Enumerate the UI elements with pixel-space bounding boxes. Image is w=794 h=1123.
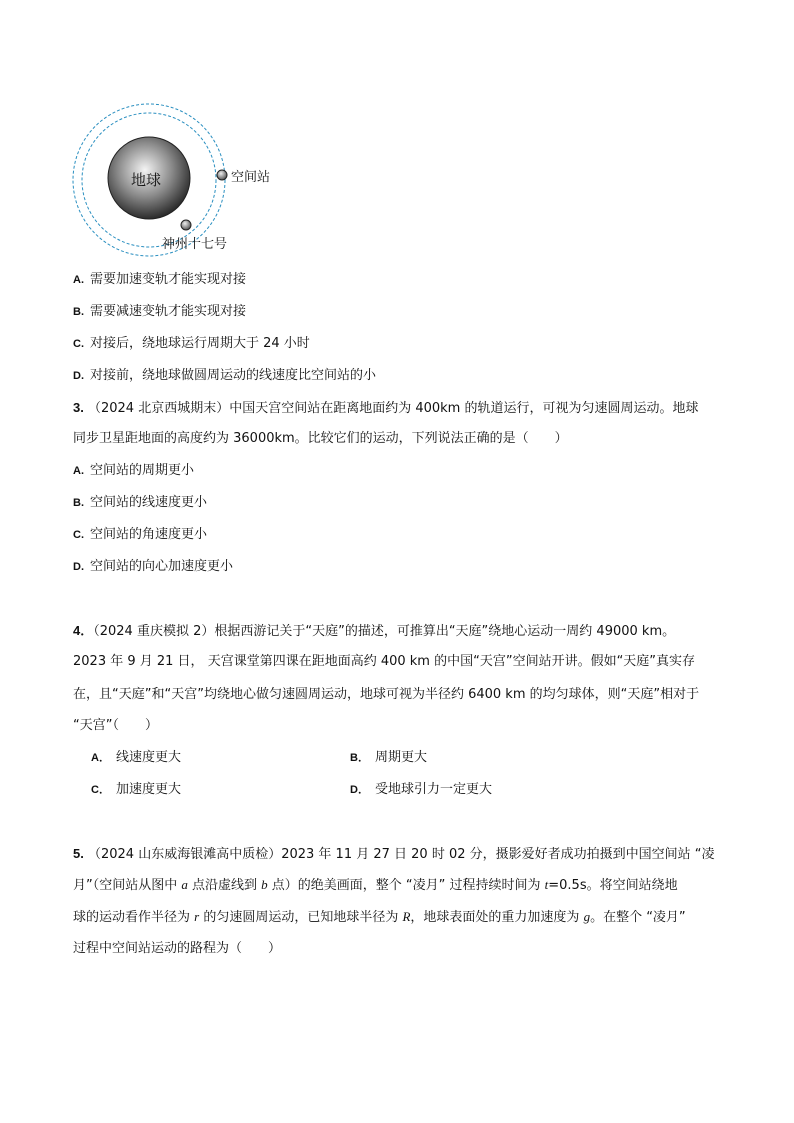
q3-text-2: 同步卫星距地面的高度约为 36000km。比较它们的运动，下列说法正确的是（ ） (73, 431, 568, 446)
option-text: 需要加速变轨才能实现对接 (90, 272, 247, 287)
option-letter: C. (73, 338, 84, 350)
variable-g: g (583, 909, 591, 924)
q5-text-3c: ，地球表面处的重力加速度为 (410, 910, 584, 925)
variable-t: t (544, 877, 549, 892)
q2-option-d[interactable] (73, 366, 376, 386)
q5-text-3b: 的匀速圆周运动，已知地球半径为 (199, 910, 403, 925)
variable-R: R (402, 909, 411, 924)
q4-stem-line-2 (73, 652, 695, 672)
q2-option-c[interactable] (73, 334, 310, 354)
q2-option-b[interactable] (73, 302, 246, 322)
option-text: 需要减速变轨才能实现对接 (90, 304, 247, 319)
question-number: 5. (73, 846, 84, 861)
q4-option-b[interactable] (350, 748, 427, 768)
option-letter: C． (91, 784, 110, 796)
q5-text-1: （2024 山东威海银滩高中质检）2023 年 11 月 27 日 20 时 02 分，摄影爱好者成功拍摄到中国空间站 “凌 (87, 847, 715, 862)
option-letter: B. (73, 306, 84, 318)
q3-stem-line-2 (73, 429, 568, 449)
q3-option-d[interactable] (73, 557, 233, 577)
variable-a: a (181, 877, 188, 892)
q3-option-c[interactable] (73, 525, 207, 545)
earth-label: 地球 (131, 171, 162, 189)
option-letter: D. (73, 370, 84, 382)
option-letter: D． (350, 784, 369, 796)
space-station-dot (217, 170, 227, 180)
option-text: 周期更大 (374, 750, 427, 765)
q5-stem-line-3 (73, 907, 686, 928)
option-text: 线速度更大 (115, 750, 181, 765)
q3-stem-line-1 (73, 398, 698, 419)
q4-option-a[interactable] (91, 748, 181, 768)
q5-text-2b: 点沿虚线到 (187, 878, 262, 893)
option-text: 受地球引力一定更大 (374, 782, 492, 797)
variable-b: b (261, 877, 268, 892)
q5-text-3a: 球的运动看作半径为 (73, 910, 195, 925)
q5-stem-line-2 (73, 875, 678, 896)
option-text: 对接前，绕地球做圆周运动的线速度比空间站的小 (90, 368, 377, 383)
q4-stem-line-3 (73, 685, 699, 705)
q4-text-4: “天宫”（ ） (73, 718, 158, 733)
q5-text-4: 过程中空间站运动的路程为（ ） (73, 941, 282, 956)
option-letter: B． (350, 752, 369, 764)
option-letter: A. (73, 465, 84, 477)
q4-text-2: 2023 年 9 月 21 日， 天宫课堂第四课在距地面高约 400 km 的中国“天宫”空间站开讲。假如“天庭”真实存 (73, 654, 696, 669)
station-label: 空间站 (231, 170, 271, 185)
q4-stem-line-1 (73, 621, 675, 642)
q4-text-1: （2024 重庆模拟 2）根据西游记关于“天庭”的描述，可推算出“天庭”绕地心运动一周约 49000 km。 (93, 624, 676, 639)
option-letter: A． (91, 752, 110, 764)
q4-stem-line-4 (73, 716, 158, 736)
option-letter: D. (73, 561, 84, 573)
option-letter: B. (73, 497, 84, 509)
spacecraft-dot (181, 220, 191, 230)
q5-text-2c: 点）的绝美画面，整个 “凌月” 过程持续时间为 (267, 878, 545, 893)
q5-text-3d: 。在整个 “凌月” (590, 910, 686, 925)
option-text: 空间站的角速度更小 (90, 527, 208, 542)
option-letter: C. (73, 529, 84, 541)
option-text: 空间站的线速度更小 (90, 495, 208, 510)
question-number: 4． (73, 623, 94, 638)
q3-option-b[interactable] (73, 493, 207, 513)
q4-option-d[interactable] (350, 780, 492, 800)
option-text: 空间站的周期更小 (90, 463, 195, 478)
option-text: 空间站的向心加速度更小 (90, 559, 234, 574)
question-number: 3. (73, 400, 84, 415)
orbit-figure (70, 100, 310, 260)
q3-option-a[interactable] (73, 461, 194, 481)
q5-stem-line-4 (73, 939, 281, 959)
option-text: 对接后，绕地球运行周期大于 24 小时 (90, 336, 310, 351)
option-text: 加速度更大 (115, 782, 181, 797)
q4-option-c[interactable] (91, 780, 181, 800)
q4-text-3: 在，且“天庭”和“天宫”均绕地心做匀速圆周运动，地球可视为半径约 6400 km 的均匀球体，则“天庭”相对于 (73, 687, 700, 702)
q2-option-a[interactable] (73, 270, 246, 290)
variable-r: r (194, 909, 200, 924)
q5-text-2d: =0.5s。将空间站绕地 (548, 878, 678, 893)
q3-text-1: （2024 北京西城期末）中国天宫空间站在距离地面约为 400km 的轨道运行，可视为匀速圆周运动。地球 (87, 401, 699, 416)
option-letter: A. (73, 274, 84, 286)
q5-text-2a: 月”（空间站从图中 (73, 878, 182, 893)
q5-stem-line-1 (73, 844, 715, 865)
spacecraft-label: 神州十七号 (162, 237, 228, 252)
